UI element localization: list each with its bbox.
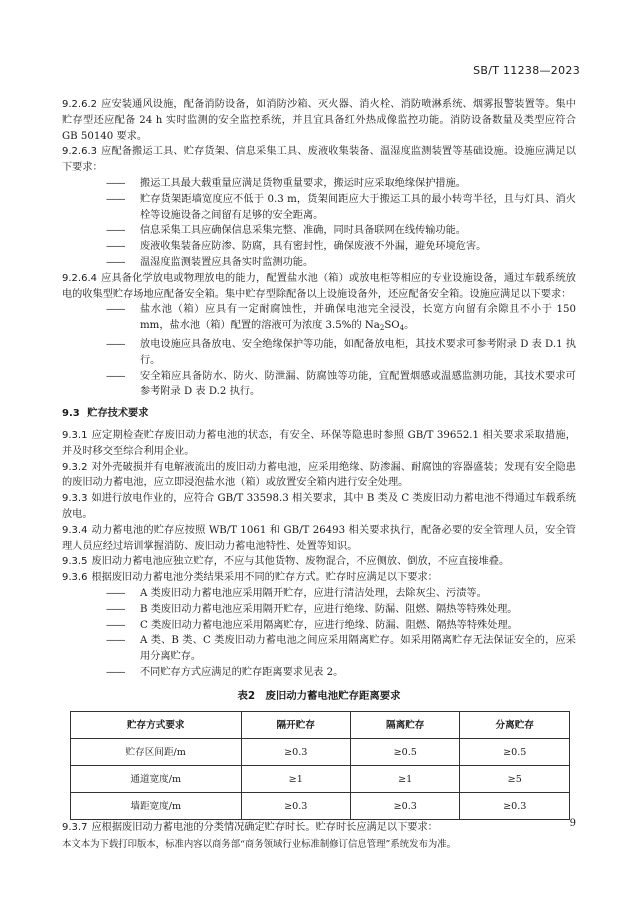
list-item: —— 贮存货架距墙宽度应不低于 0.3 m，货架间距应大于搬运工具的最小转弯半径，且与灯具、消火栓等设施设备之间留有足够的安全距离。: [106, 193, 576, 221]
list-item: —— B 类废旧动力蓄电池应采用隔开贮存，应进行绝缘、防漏、阻燃、隔热等特殊处理。: [106, 603, 518, 615]
list-item: —— 信息采集工具应确保信息采集完整、准确，同时具备联网在线传输功能。: [106, 225, 466, 237]
list-item: —— 温湿度监测装置应具备实时监测功能。: [106, 256, 314, 268]
table-header-cell: 隔离贮存: [350, 712, 459, 739]
page-number: 9: [569, 818, 576, 829]
table-cell: ≥0.3: [460, 793, 570, 820]
list-item: —— A 类、B 类、C 类废旧动力蓄电池之间应采用隔离贮存。如采用隔离贮存无法保证安全的，应采用分离贮存。: [106, 635, 576, 663]
clause-9-3-6: 9.3.6 根据废旧动力蓄电池分类结果采用不同的贮存方式。贮存时应满足以下要求：: [62, 572, 438, 584]
list-item: —— A 类废旧动力蓄电池应采用隔开贮存，应进行清洁处理，去除灰尘、污渍等。: [106, 587, 487, 599]
table-cell: 贮存区间距/m: [71, 739, 242, 766]
clause-number: 9.2.6.4: [62, 272, 97, 284]
clause-9-2-6-3: [62, 144, 576, 176]
clause-9-2-6-4: [62, 271, 576, 303]
footer-note: 本文本为下载打印版本，标准内容以商务部“商务领域行业标准制修订信息管理”系统发布为准。: [62, 839, 456, 850]
clause-number: 9.2.6.3: [62, 146, 97, 158]
table-header-cell: 贮存方式要求: [71, 712, 242, 739]
clause-9-3-1: 9.3.1 应定期检查贮存废旧动力蓄电池的状态，有安全、环保等隐患时参照 GB/T 39652.1 相关要求采取措施，并及时移交至综合利用企业。: [62, 429, 576, 457]
clause-text: 应安装通风设施，配备消防设备，如消防沙箱、灭火器、消火栓、消防喷淋系统、烟雾报警装置等。集中贮存型还应配备 24 h 实时监测的安全监控系统，并且宜具备红外热成像监控功能。消防设备数量及类型应符合 GB 50140 要求。: [62, 99, 576, 142]
table-cell: ≥0.5: [350, 739, 459, 766]
clause-9-3-3: 9.3.3 如进行放电作业的，应符合 GB/T 33598.3 相关要求，其中 B 类及 C 类废旧动力蓄电池不得通过车载系统放电。: [62, 493, 576, 520]
table-row: [71, 739, 570, 766]
clause-9-2-6-2: [62, 97, 576, 144]
standard-code: SB/T 11238—2023: [473, 64, 580, 77]
table-cell: ≥0.5: [460, 739, 570, 766]
table-header-cell: 隔开贮存: [241, 712, 350, 739]
list-item: —— 废液收集装备应防渗、防腐，具有密封性，确保废液不外漏，避免环境危害。: [106, 241, 487, 253]
list-item: —— C 类废旧动力蓄电池应采用隔离贮存，应进行绝缘、防漏、阻燃、隔热等特殊处理。: [106, 619, 518, 631]
section-heading-9-3: 9.3 贮存技术要求: [62, 408, 149, 420]
table-cell: ≥1: [350, 766, 459, 793]
clause-text: 应具备化学放电或物理放电的能力，配置盐水池（箱）或放电柜等相应的专业设施设备，通过车载系统放电的收集型贮存场地应配备安全箱。集中贮存型除配备以上设施设备外，还应配备安全箱。设施应满足以下要求：: [62, 272, 576, 300]
table-cell: ≥5: [460, 766, 570, 793]
list-item: —— 盐水池（箱）应具有一定耐腐蚀性，并确保电池完全浸没，长宽方向留有余隙且不小于 150 mm，盐水池（箱）配置的溶液可为浓度 3.5%的 $Na_2SO_4$。: [106, 304, 576, 333]
clause-9-3-7: 9.3.7 应根据废旧动力蓄电池的分类情况确定贮存时长。贮存时长应满足以下要求：: [62, 822, 438, 834]
table-title: 表2 废旧动力蓄电池贮存距离要求: [237, 689, 401, 702]
clause-9-3-5: 9.3.5 废旧动力蓄电池应独立贮存，不应与其他货物、废物混合，不应侧放、倒放，不应直接堆叠。: [62, 556, 510, 568]
clause-9-3-2: 9.3.2 对外壳破损并有电解液流出的废旧动力蓄电池，应采用绝缘、防渗漏、耐腐蚀的容器盛装；发现有安全隐患的废旧动力蓄电池，应立即浸泡盐水池（箱）或放置安全箱内进行安全处理。: [62, 461, 576, 489]
table-cell: ≥0.3: [241, 739, 350, 766]
table-cell: 墙距宽度/m: [71, 793, 242, 820]
document-body: [62, 97, 576, 836]
storage-distance-table: [70, 711, 570, 820]
table-header-cell: 分离贮存: [460, 712, 570, 739]
clause-number: 9.2.6.2: [62, 99, 97, 110]
table-cell: 通道宽度/m: [71, 766, 242, 793]
list-item: —— 安全箱应具备防水、防火、防泄漏、防腐蚀等功能，宜配置烟感或温感监测功能，其技术要求可参考附录 D 表 D.2 执行。: [106, 370, 576, 398]
list-item: —— 搬运工具最大载重量应满足货物重量要求，搬运时应采取绝缘保护措施。: [106, 177, 466, 189]
table-row: [71, 793, 570, 820]
clause-9-3-4: 9.3.4 动力蓄电池的贮存应按照 WB/T 1061 和 GB/T 26493 相关要求执行，配备必要的安全管理人员，安全管理人员应经过培训掌握消防、废旧动力蓄电池特性、处置等知识。: [62, 524, 576, 552]
clause-text: 应配备搬运工具、贮存货架、信息采集工具、废液收集装备、温湿度监测装置等基础设施。设施应满足以下要求：: [62, 146, 576, 174]
table-cell: ≥0.3: [350, 793, 459, 820]
table-cell: ≥0.3: [241, 793, 350, 820]
list-item: —— 放电设施应具备放电、安全绝缘保护等功能，如配备放电柜，其技术要求可参考附录 D 表 D.1 执行。: [106, 338, 576, 366]
table-row: [71, 766, 570, 793]
table-cell: ≥1: [241, 766, 350, 793]
table-header-row: [71, 712, 570, 739]
list-item: —— 不同贮存方式应满足的贮存距离要求见表 2。: [106, 666, 344, 678]
